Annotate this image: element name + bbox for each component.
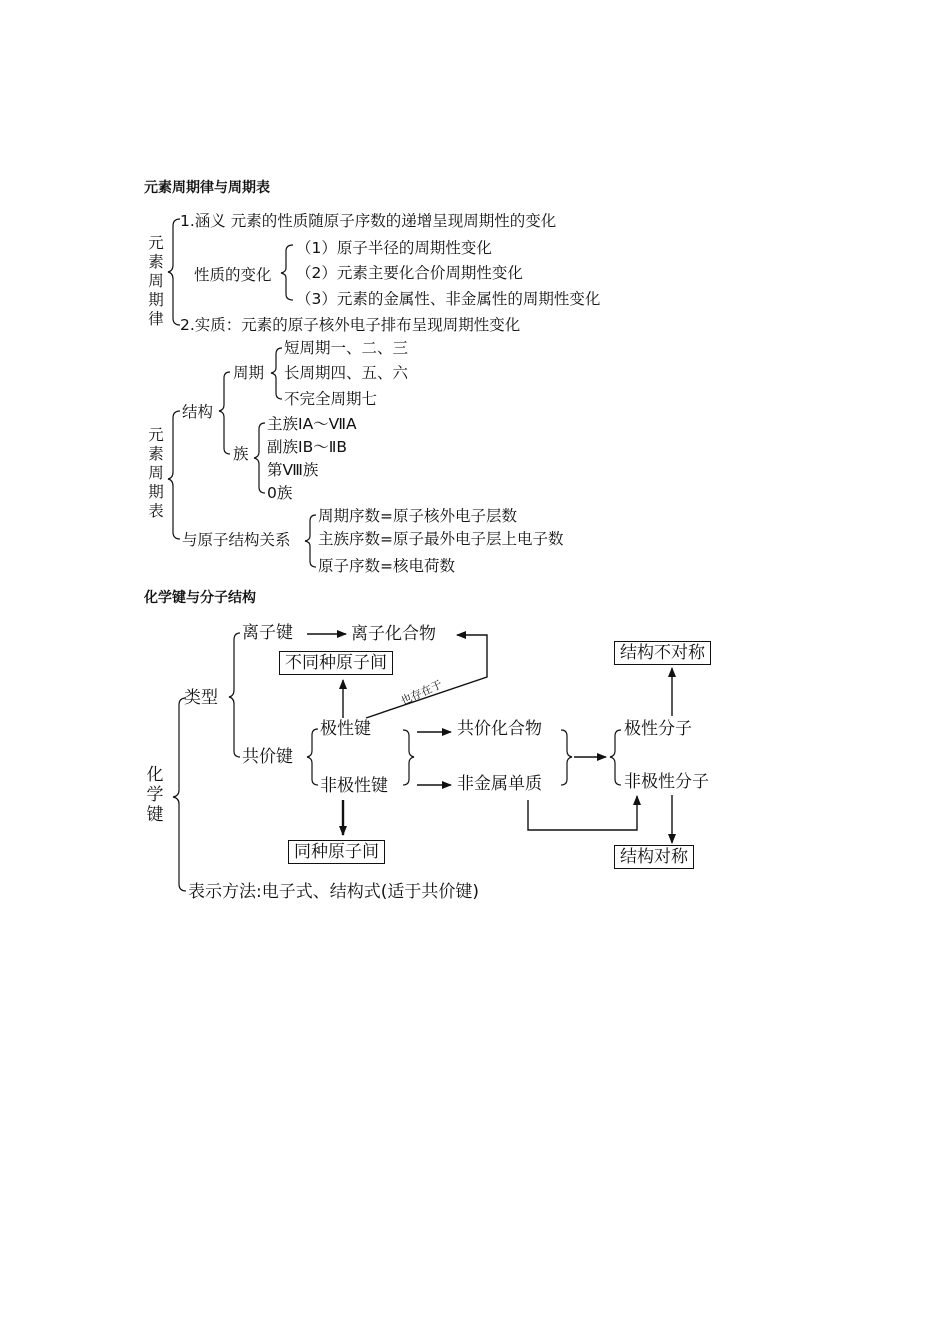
brace-structure	[219, 372, 230, 454]
period-item: 短周期一、二、三	[284, 339, 409, 357]
label-ionic-compound: 离子化合物	[351, 624, 436, 644]
label-ionic-bond: 离子键	[242, 623, 293, 643]
property-item: （3）元素的金属性、非金属性的周期性变化	[296, 290, 601, 308]
section-title-chemical-bond: 化学键与分子结构	[144, 590, 256, 606]
label-structure: 结构	[182, 403, 214, 421]
section-title-periodic: 元素周期律与周期表	[144, 180, 270, 196]
group-item: 0族	[267, 484, 293, 502]
label-period: 周期	[233, 364, 265, 382]
label-type: 类型	[184, 688, 218, 708]
label-nonmetal-element: 非金属单质	[457, 774, 542, 794]
label-group: 族	[233, 445, 249, 463]
label-polar-bond: 极性键	[320, 719, 371, 739]
box-symmetric: 结构对称	[614, 845, 694, 869]
label-nonpolar-bond: 非极性键	[320, 776, 388, 796]
arrow-nonmetal-to-nonpolar	[528, 796, 637, 830]
arrow-also-to-compound	[366, 635, 487, 718]
period-item: 长周期四、五、六	[284, 364, 409, 382]
group-item: 主族ⅠA～ⅦA	[267, 415, 357, 433]
brace-props	[281, 245, 293, 300]
brace-law	[168, 219, 180, 325]
property-item: （1）原子半径的周期性变化	[296, 239, 492, 257]
label-periodic-table: 元素周期表	[148, 426, 164, 520]
label-periodic-law: 元素周期律	[148, 234, 164, 328]
brace-type	[229, 633, 240, 757]
brace-table	[168, 411, 180, 539]
law-essence: 2.实质：元素的原子核外电子排布呈现周期性变化	[180, 316, 521, 334]
label-nonpolar-molecule: 非极性分子	[624, 772, 709, 792]
relation-item: 原子序数=核电荷数	[318, 557, 455, 575]
label-also-exists: 也存在于	[398, 677, 445, 708]
box-asymmetric: 结构不对称	[614, 641, 711, 665]
brace-group	[254, 423, 265, 493]
property-item: （2）元素主要化合价周期性变化	[296, 264, 523, 282]
brace-chem-bond	[173, 698, 186, 891]
relation-item: 周期序数=原子核外电子层数	[318, 507, 517, 525]
relation-item: 主族序数=原子最外电子层上电子数	[318, 530, 564, 548]
box-different-atoms: 不同种原子间	[279, 651, 393, 675]
group-item: 副族ⅠB～ⅡB	[267, 438, 347, 456]
brace-covalent	[307, 729, 318, 785]
brace-join-left	[403, 730, 414, 785]
law-definition: 1.涵义 元素的性质随原子序数的递增呈现周期性的变化	[180, 212, 557, 230]
group-item: 第Ⅷ族	[267, 461, 319, 479]
label-polar-molecule: 极性分子	[624, 719, 692, 739]
label-property-change: 性质的变化	[194, 266, 272, 284]
brace-join-right	[561, 730, 572, 785]
label-representation: 表示方法:电子式、结构式(适于共价键)	[188, 882, 479, 902]
label-covalent-bond: 共价键	[242, 747, 293, 767]
brace-molecule	[610, 730, 621, 785]
label-relation: 与原子结构关系	[182, 531, 291, 549]
period-item: 不完全周期七	[284, 390, 378, 408]
label-chemical-bond: 化学键	[146, 765, 164, 825]
box-same-atoms: 同种原子间	[288, 840, 385, 864]
label-covalent-compound: 共价化合物	[457, 719, 542, 739]
brace-relation	[305, 515, 316, 567]
brace-period	[271, 348, 282, 399]
